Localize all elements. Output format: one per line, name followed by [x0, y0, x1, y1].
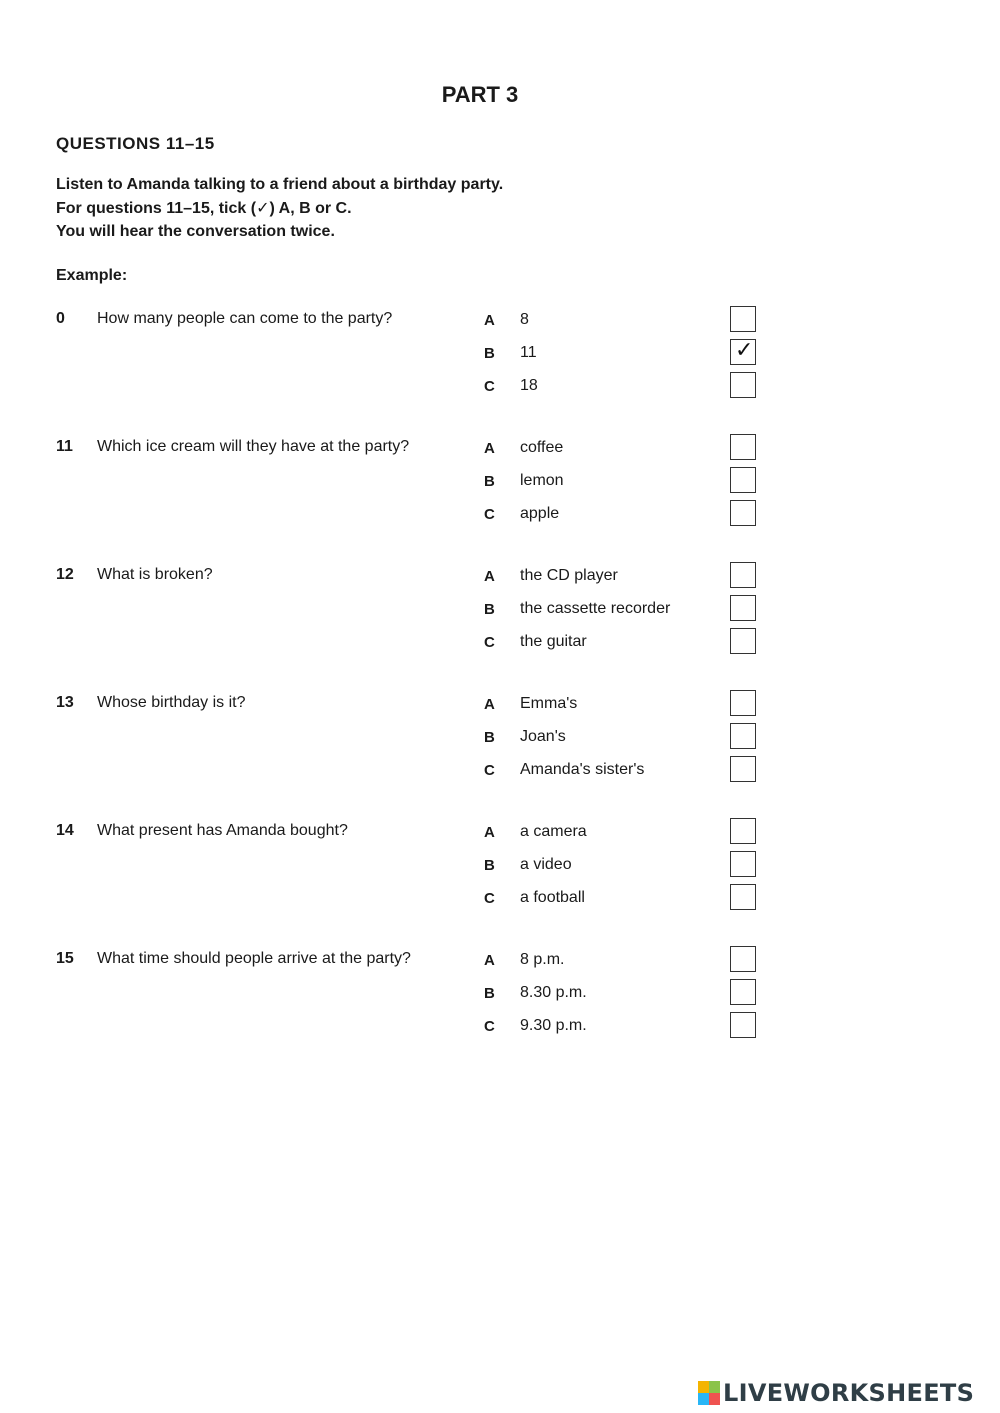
question-list [0, 304, 1000, 1072]
option-text: Amanda's sister's [520, 761, 645, 778]
answer-option [0, 882, 1000, 912]
tick-box[interactable] [730, 500, 756, 526]
answer-option [0, 688, 1000, 718]
question-text: Whose birthday is it? [97, 694, 246, 711]
option-letter: C [484, 762, 495, 779]
option-letter: C [484, 378, 495, 395]
instruction-line: For questions 11–15, tick (✓) A, B or C. [56, 199, 352, 217]
option-letter: C [484, 506, 495, 523]
option-letter: C [484, 634, 495, 651]
instruction-line: Listen to Amanda talking to a friend about a birthday party. [56, 176, 504, 193]
option-text: 8 p.m. [520, 951, 565, 968]
answer-option [0, 370, 1000, 400]
tick-box[interactable] [730, 595, 756, 621]
option-text: 8 [520, 311, 529, 328]
brand-name: LIVEWORKSHEETS [723, 1379, 975, 1407]
option-letter: A [484, 824, 495, 841]
tick-box-checked[interactable] [730, 339, 756, 365]
question-number: 14 [56, 822, 74, 839]
tick-box[interactable] [730, 628, 756, 654]
instruction-line: You will hear the conversation twice. [56, 223, 335, 240]
option-text: Joan's [520, 728, 566, 745]
page-title: PART 3 [441, 82, 519, 107]
option-letter: B [484, 473, 495, 490]
option-letter: A [484, 440, 495, 457]
answer-option [0, 1010, 1000, 1040]
option-letter: C [484, 890, 495, 907]
option-text: apple [520, 505, 560, 522]
question-item [0, 304, 1000, 432]
answer-option [0, 337, 1000, 367]
option-text: a video [520, 856, 572, 873]
logo-tile [698, 1393, 709, 1405]
question-text: What is broken? [97, 566, 213, 583]
tick-box[interactable] [730, 756, 756, 782]
question-item [0, 560, 1000, 688]
logo-tile [709, 1393, 720, 1405]
question-number: 13 [56, 694, 74, 711]
option-text: Emma's [520, 695, 578, 712]
section-title: QUESTIONS 11–15 [56, 134, 215, 153]
option-text: coffee [520, 439, 564, 456]
tick-box[interactable] [730, 946, 756, 972]
example-label: Example: [56, 267, 128, 284]
option-letter: A [484, 696, 495, 713]
question-item [0, 816, 1000, 944]
tick-box[interactable] [730, 851, 756, 877]
tick-box[interactable] [730, 434, 756, 460]
option-text: 18 [520, 377, 538, 394]
answer-option [0, 432, 1000, 462]
tick-box[interactable] [730, 723, 756, 749]
answer-option [0, 593, 1000, 623]
answer-option [0, 465, 1000, 495]
tick-box[interactable] [730, 818, 756, 844]
question-text: What time should people arrive at the party? [97, 950, 411, 967]
answer-option [0, 721, 1000, 751]
question-number: 15 [56, 950, 74, 967]
question-text: Which ice cream will they have at the party? [97, 438, 410, 455]
tick-box[interactable] [730, 467, 756, 493]
option-letter: A [484, 568, 495, 585]
option-text: the cassette recorder [520, 600, 671, 617]
answer-option [0, 944, 1000, 974]
question-item [0, 432, 1000, 560]
tick-box[interactable] [730, 690, 756, 716]
option-text: a camera [520, 823, 587, 840]
option-letter: B [484, 345, 495, 362]
option-letter: B [484, 985, 495, 1002]
option-text: 9.30 p.m. [520, 1017, 587, 1034]
brand-footer [698, 1377, 974, 1409]
option-letter: A [484, 952, 495, 969]
answer-option [0, 977, 1000, 1007]
logo-tile [698, 1381, 709, 1393]
question-number: 0 [56, 310, 65, 327]
tick-box[interactable] [730, 979, 756, 1005]
option-letter: B [484, 729, 495, 746]
question-number: 11 [56, 438, 73, 455]
liveworksheets-logo-icon [698, 1381, 720, 1405]
answer-option [0, 498, 1000, 528]
option-text: the guitar [520, 633, 587, 650]
option-text: 11 [520, 344, 537, 361]
logo-tile [709, 1381, 720, 1393]
answer-option [0, 816, 1000, 846]
tick-box[interactable] [730, 1012, 756, 1038]
answer-option [0, 626, 1000, 656]
question-item [0, 944, 1000, 1072]
option-text: a football [520, 889, 585, 906]
answer-option [0, 560, 1000, 590]
tick-box[interactable] [730, 562, 756, 588]
option-letter: B [484, 601, 495, 618]
question-text: What present has Amanda bought? [97, 822, 348, 839]
answer-option [0, 304, 1000, 334]
option-letter: C [484, 1018, 495, 1035]
option-text: the CD player [520, 567, 618, 584]
option-letter: A [484, 312, 495, 329]
instructions [56, 173, 503, 244]
answer-option [0, 849, 1000, 879]
tick-box[interactable] [730, 372, 756, 398]
tick-box[interactable] [730, 884, 756, 910]
option-letter: B [484, 857, 495, 874]
answer-option [0, 754, 1000, 784]
option-text: lemon [520, 472, 564, 489]
option-text: 8.30 p.m. [520, 984, 587, 1001]
tick-box[interactable] [730, 306, 756, 332]
question-text: How many people can come to the party? [97, 310, 393, 327]
question-item [0, 688, 1000, 816]
question-number: 12 [56, 566, 74, 583]
